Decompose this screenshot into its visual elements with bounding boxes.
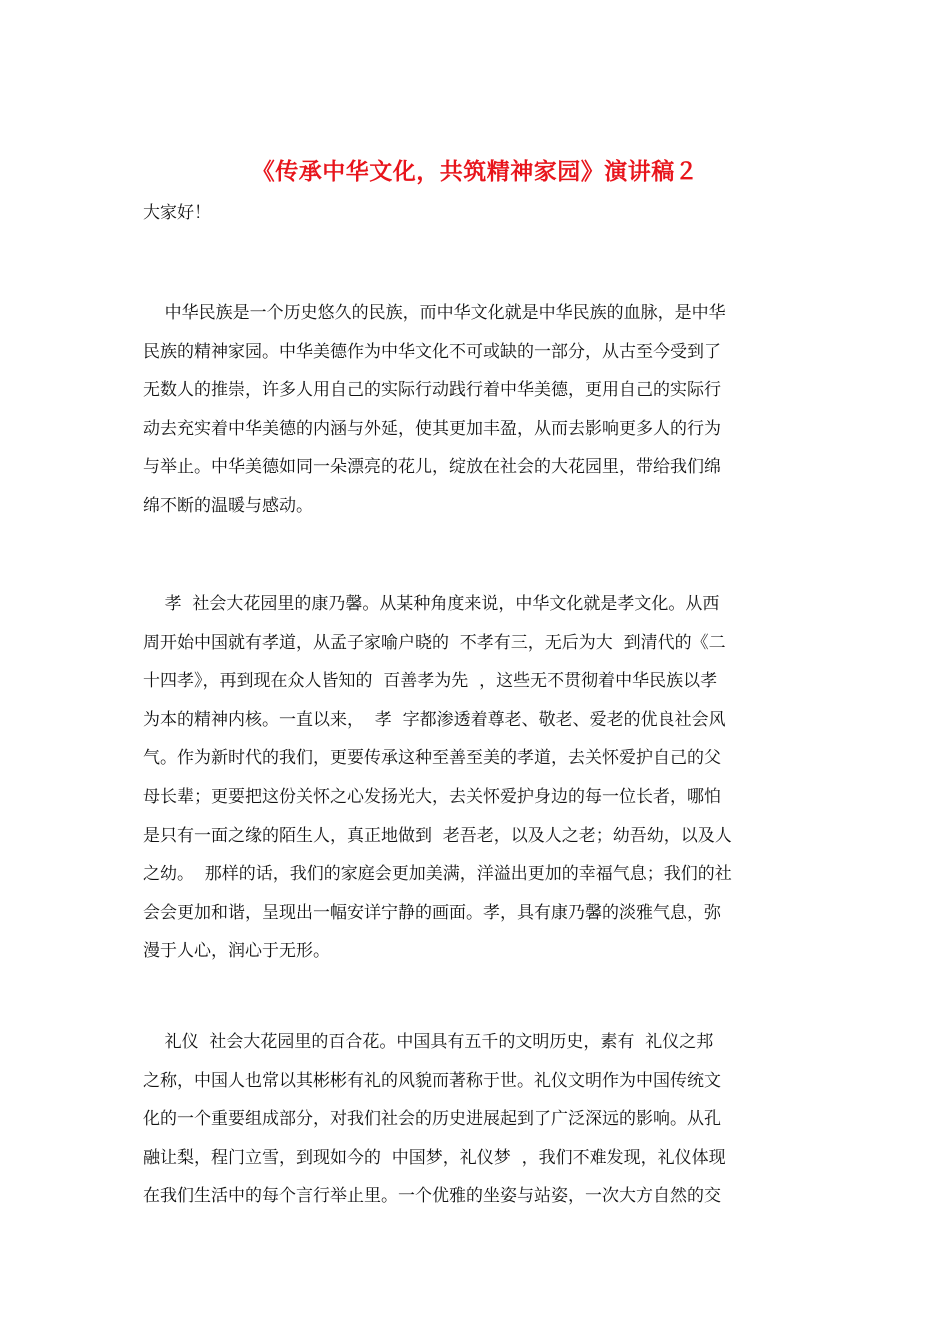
paragraph-line: 在我们生活中的每个言行举止里。一个优雅的坐姿与站姿，一次大方自然的交 bbox=[143, 1186, 721, 1207]
paragraph-line: 之幼。 那样的话，我们的家庭会更加美满，洋溢出更加的幸福气息；我们的社 bbox=[143, 864, 732, 885]
paragraph-line: 与举止。中华美德如同一朵漂亮的花儿，绽放在社会的大花园里，带给我们绵 bbox=[143, 457, 721, 478]
paragraph-3 bbox=[143, 1030, 823, 1223]
paragraph-line: 民族的精神家园。中华美德作为中华文化不可或缺的一部分，从古至今受到了 bbox=[143, 341, 721, 362]
paragraph-line: 会会更加和谐，呈现出一幅安详宁静的画面。孝，具有康乃馨的淡雅气息，弥 bbox=[143, 902, 721, 923]
paragraph-line: 中华民族是一个历史悠久的民族，而中华文化就是中华民族的血脉，是中华 bbox=[143, 303, 726, 323]
paragraph-line: 十四孝》，再到现在众人皆知的 百善孝为先 ，这些无不贯彻着中华民族以孝 bbox=[143, 671, 718, 692]
paragraph-1 bbox=[143, 301, 823, 533]
paragraph-line: 孝 社会大花园里的康乃馨。从某种角度来说，中华文化就是孝文化。从西 bbox=[143, 594, 720, 614]
paragraph-line: 动去充实着中华美德的内涵与外延，使其更加丰盈，从而去影响更多人的行为 bbox=[143, 418, 721, 439]
paragraph-line: 为本的精神内核。一直以来， 孝 字都渗透着尊老、敬老、爱老的优良社会风 bbox=[143, 709, 726, 730]
paragraph-line: 化的一个重要组成部分，对我们社会的历史进展起到了广泛深远的影响。从孔 bbox=[143, 1109, 721, 1130]
greeting-text: 大家好！ bbox=[143, 203, 211, 223]
document-title: 《传承中华文化，共筑精神家园》演讲稿２ bbox=[251, 158, 699, 185]
paragraph-line: 无数人的推崇，许多人用自己的实际行动践行着中华美德，更用自己的实际行 bbox=[143, 380, 721, 401]
paragraph-line: 之称，中国人也常以其彬彬有礼的风貌而著称于世。礼仪文明作为中国传统文 bbox=[143, 1070, 721, 1091]
paragraph-line: 漫于人心，润心于无形。 bbox=[143, 941, 330, 962]
paragraph-line: 是只有一面之缘的陌生人，真正地做到 老吾老，以及人之老；幼吾幼，以及人 bbox=[143, 825, 732, 846]
paragraph-line: 气。作为新时代的我们，更要传承这种至善至美的孝道，去关怀爱护自己的父 bbox=[143, 748, 721, 769]
paragraph-line: 周开始中国就有孝道，从孟子家喻户晓的 不孝有三，无后为大 到清代的《二 bbox=[143, 632, 726, 653]
paragraph-line: 绵不断的温暖与感动。 bbox=[143, 495, 313, 516]
paragraph-line: 礼仪 社会大花园里的百合花。中国具有五千的文明历史，素有 礼仪之邦 bbox=[143, 1032, 714, 1052]
paragraph-line: 融让梨，程门立雪，到现如今的 中国梦，礼仪梦 ，我们不难发现，礼仪体现 bbox=[143, 1147, 726, 1168]
paragraph-2 bbox=[143, 592, 823, 978]
paragraph-line: 母长辈；更要把这份关怀之心发扬光大，去关怀爱护身边的每一位长者，哪怕 bbox=[143, 786, 721, 807]
